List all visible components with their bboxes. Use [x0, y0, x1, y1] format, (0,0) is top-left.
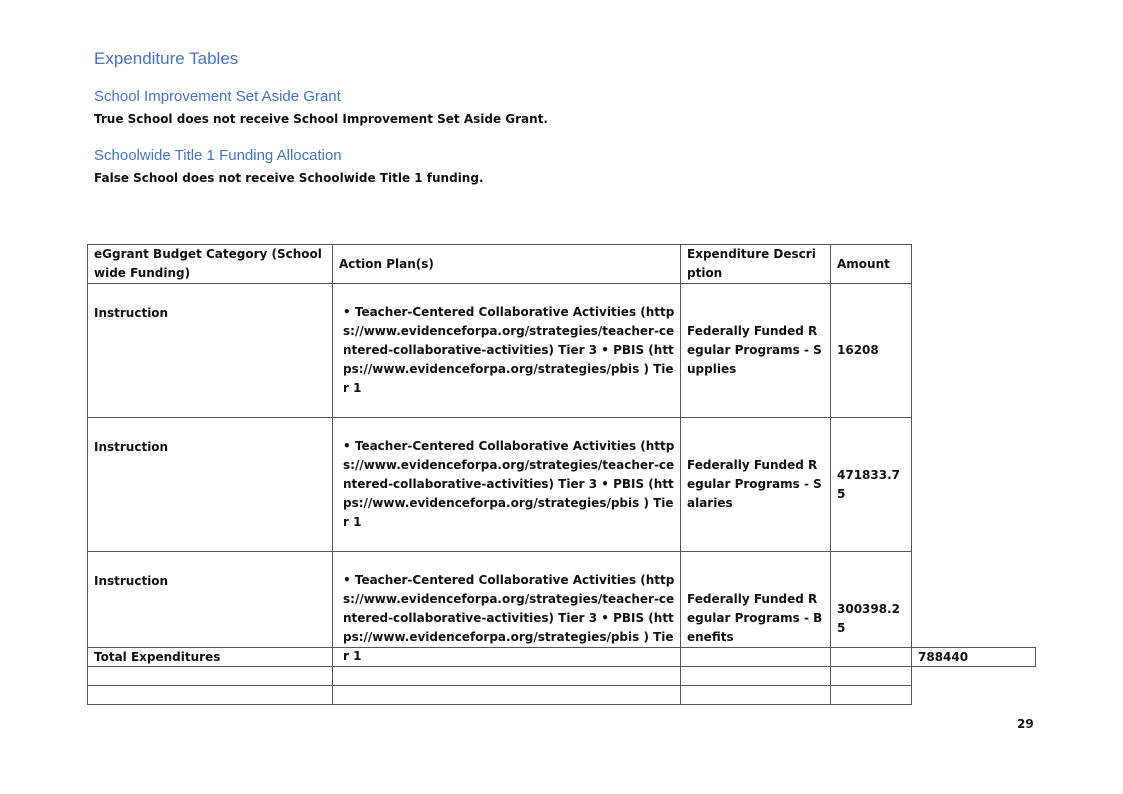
- set-aside-heading: School Improvement Set Aside Grant: [94, 88, 341, 105]
- cell-action: • Teacher-Centered Collaborative Activities (https://www.evidenceforpa.org/strategies/teacher-centered-collaborative-activities) Tier 3 • PBIS (https://www.evidenceforpa.org/strategies/pbis ) Tier 1: [333, 552, 681, 686]
- table-row: [88, 284, 912, 418]
- title1-note: False School does not receive Schoolwide Title 1 funding.: [94, 171, 484, 185]
- cell-amount: 471833.75: [831, 418, 912, 552]
- total-label: Total Expenditures: [88, 648, 912, 667]
- total-row: [88, 648, 1036, 667]
- total-value: 788440: [912, 648, 1036, 667]
- table-header-row: [88, 245, 912, 284]
- cell-description: Federally Funded Regular Programs - Supplies: [681, 284, 831, 418]
- cell-category: Instruction: [88, 552, 333, 686]
- header-action: Action Plan(s): [333, 245, 681, 284]
- blank-cell: [88, 686, 333, 705]
- header-category: eGgrant Budget Category (Schoolwide Funding): [88, 245, 333, 284]
- title1-heading: Schoolwide Title 1 Funding Allocation: [94, 147, 342, 164]
- cell-category: Instruction: [88, 418, 333, 552]
- cell-action: • Teacher-Centered Collaborative Activities (https://www.evidenceforpa.org/strategies/teacher-centered-collaborative-activities) Tier 3 • PBIS (https://www.evidenceforpa.org/strategies/pbis ) Tier 1: [333, 284, 681, 418]
- cell-description: Federally Funded Regular Programs - Salaries: [681, 418, 831, 552]
- cell-amount: 16208: [831, 284, 912, 418]
- total-table: [87, 647, 1036, 667]
- cell-category: Instruction: [88, 284, 333, 418]
- header-amount: Amount: [831, 245, 912, 284]
- table-blank-row: [88, 686, 912, 705]
- expenditure-table: [87, 244, 912, 705]
- cell-action: • Teacher-Centered Collaborative Activities (https://www.evidenceforpa.org/strategies/teacher-centered-collaborative-activities) Tier 3 • PBIS (https://www.evidenceforpa.org/strategies/pbis ) Tier 1: [333, 418, 681, 552]
- page-title: Expenditure Tables: [94, 49, 239, 68]
- set-aside-note: True School does not receive School Improvement Set Aside Grant.: [94, 112, 548, 126]
- page-number: 29: [1017, 717, 1034, 731]
- header-description: Expenditure Description: [681, 245, 831, 284]
- cell-description: Federally Funded Regular Programs - Benefits: [681, 552, 831, 686]
- blank-cell: [681, 686, 831, 705]
- cell-amount: 300398.25: [831, 552, 912, 686]
- blank-cell: [333, 686, 681, 705]
- table-row: [88, 418, 912, 552]
- blank-cell: [831, 686, 912, 705]
